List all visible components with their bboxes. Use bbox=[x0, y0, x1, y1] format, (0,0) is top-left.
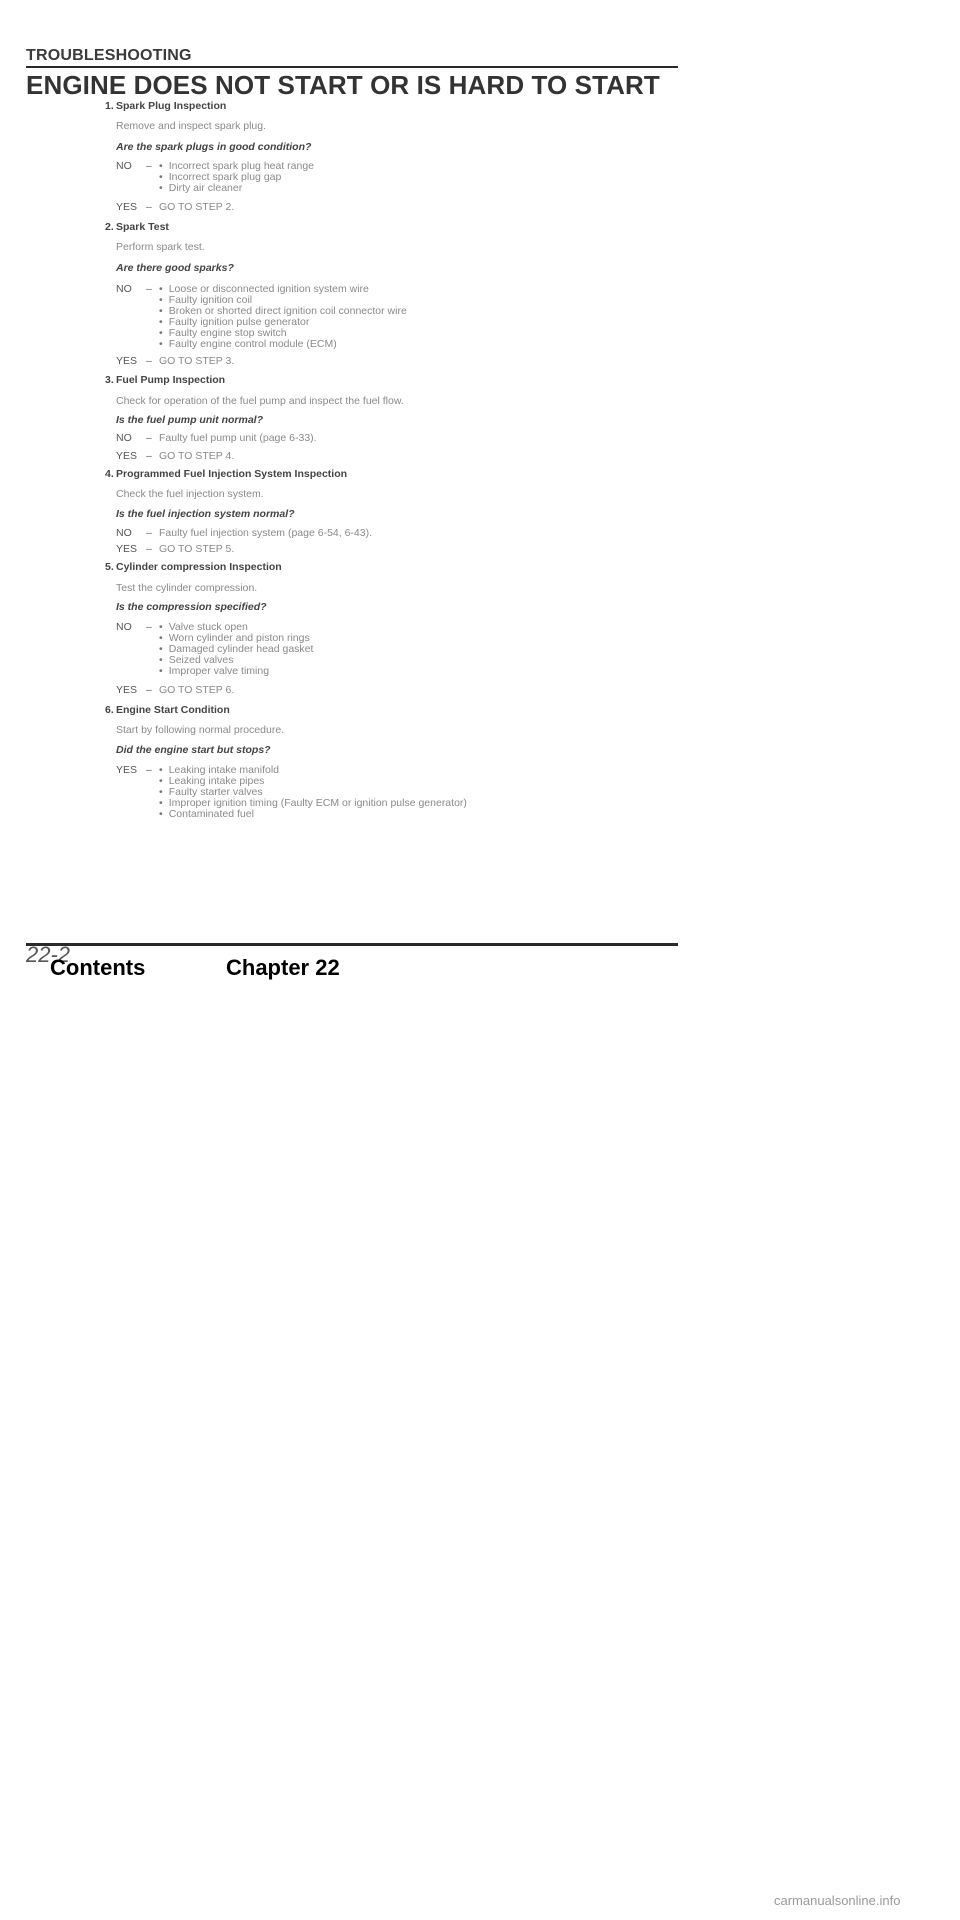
step-title: Cylinder compression Inspection bbox=[116, 561, 282, 573]
answer-dash: – bbox=[146, 621, 152, 633]
step-number: 6. bbox=[105, 704, 114, 716]
list-item: • Incorrect spark plug heat range bbox=[159, 160, 314, 172]
list-item: • Contaminated fuel bbox=[159, 808, 254, 820]
answer-yes-label: YES bbox=[116, 543, 138, 555]
answer-text: Faulty fuel injection system (page 6-54, 6-43). bbox=[159, 527, 373, 539]
chapter-link[interactable]: Chapter 22 bbox=[226, 955, 340, 980]
answer-dash: – bbox=[146, 355, 152, 367]
watermark: carmanualsonline.info bbox=[774, 1893, 901, 1908]
list-item: • Seized valves bbox=[159, 654, 233, 666]
answer-dash: – bbox=[146, 764, 152, 776]
list-item: • Loose or disconnected ignition system wire bbox=[159, 283, 369, 295]
step-instruction: Test the cylinder compression. bbox=[116, 582, 258, 594]
answer-dash: – bbox=[146, 450, 152, 462]
answer-text: GO TO STEP 2. bbox=[159, 201, 235, 213]
list-item: • Worn cylinder and piston rings bbox=[159, 632, 310, 644]
answer-text: GO TO STEP 5. bbox=[159, 543, 235, 555]
answer-dash: – bbox=[146, 527, 152, 539]
page-title: ENGINE DOES NOT START OR IS HARD TO START bbox=[26, 70, 660, 100]
answer-dash: – bbox=[146, 283, 152, 295]
answer-dash: – bbox=[146, 160, 152, 172]
step-title: Spark Test bbox=[116, 221, 169, 233]
list-item: • Improper ignition timing (Faulty ECM or ignition pulse generator) bbox=[159, 797, 467, 809]
list-item: • Faulty engine control module (ECM) bbox=[159, 338, 337, 350]
answer-yes-label: YES bbox=[116, 764, 138, 776]
list-item: • Broken or shorted direct ignition coil connector wire bbox=[159, 305, 407, 317]
answer-no-label: NO bbox=[116, 283, 132, 295]
answer-yes-label: YES bbox=[116, 684, 138, 696]
step-question: Is the fuel pump unit normal? bbox=[116, 414, 263, 426]
answer-text: GO TO STEP 6. bbox=[159, 684, 235, 696]
step-question: Are the spark plugs in good condition? bbox=[116, 141, 312, 153]
answer-yes-label: YES bbox=[116, 201, 138, 213]
step-title: Spark Plug Inspection bbox=[116, 100, 227, 112]
list-item: • Faulty ignition coil bbox=[159, 294, 252, 306]
step-instruction: Check for operation of the fuel pump and inspect the fuel flow. bbox=[116, 395, 404, 407]
top-rule bbox=[26, 66, 678, 68]
list-item: • Incorrect spark plug gap bbox=[159, 171, 281, 183]
list-item: • Damaged cylinder head gasket bbox=[159, 643, 313, 655]
list-item: • Leaking intake pipes bbox=[159, 775, 264, 787]
step-question: Is the fuel injection system normal? bbox=[116, 508, 295, 520]
step-number: 1. bbox=[105, 100, 114, 112]
step-question: Did the engine start but stops? bbox=[116, 744, 271, 756]
answer-text: GO TO STEP 4. bbox=[159, 450, 235, 462]
answer-yes-label: YES bbox=[116, 355, 138, 367]
answer-text: Faulty fuel pump unit (page 6-33). bbox=[159, 432, 317, 444]
answer-no-label: NO bbox=[116, 160, 132, 172]
answer-no-label: NO bbox=[116, 432, 132, 444]
list-item: • Leaking intake manifold bbox=[159, 764, 279, 776]
list-item: • Improper valve timing bbox=[159, 665, 269, 677]
list-item: • Faulty starter valves bbox=[159, 786, 263, 798]
step-instruction: Start by following normal procedure. bbox=[116, 724, 285, 736]
answer-no-label: NO bbox=[116, 527, 132, 539]
step-title: Fuel Pump Inspection bbox=[116, 374, 226, 386]
step-number: 2. bbox=[105, 221, 114, 233]
step-instruction: Perform spark test. bbox=[116, 241, 205, 253]
list-item: • Faulty ignition pulse generator bbox=[159, 316, 309, 328]
answer-dash: – bbox=[146, 432, 152, 444]
step-instruction: Remove and inspect spark plug. bbox=[116, 120, 266, 132]
step-title: Programmed Fuel Injection System Inspection bbox=[116, 468, 348, 480]
step-instruction: Check the fuel injection system. bbox=[116, 488, 264, 500]
answer-yes-label: YES bbox=[116, 450, 138, 462]
answer-dash: – bbox=[146, 543, 152, 555]
bottom-rule bbox=[26, 943, 678, 946]
answer-dash: – bbox=[146, 684, 152, 696]
answer-text: GO TO STEP 3. bbox=[159, 355, 235, 367]
answer-no-label: NO bbox=[116, 621, 132, 633]
page-number: 22-2 bbox=[26, 942, 71, 967]
step-number: 5. bbox=[105, 561, 114, 573]
section-label: TROUBLESHOOTING bbox=[26, 47, 192, 64]
step-question: Is the compression specified? bbox=[116, 601, 267, 613]
contents-link[interactable]: Contents bbox=[50, 955, 146, 980]
list-item: • Faulty engine stop switch bbox=[159, 327, 287, 339]
step-question: Are there good sparks? bbox=[116, 262, 234, 274]
step-number: 4. bbox=[105, 468, 114, 480]
step-number: 3. bbox=[105, 374, 114, 386]
list-item: • Dirty air cleaner bbox=[159, 182, 242, 194]
list-item: • Valve stuck open bbox=[159, 621, 248, 633]
step-title: Engine Start Condition bbox=[116, 704, 230, 716]
answer-dash: – bbox=[146, 201, 152, 213]
